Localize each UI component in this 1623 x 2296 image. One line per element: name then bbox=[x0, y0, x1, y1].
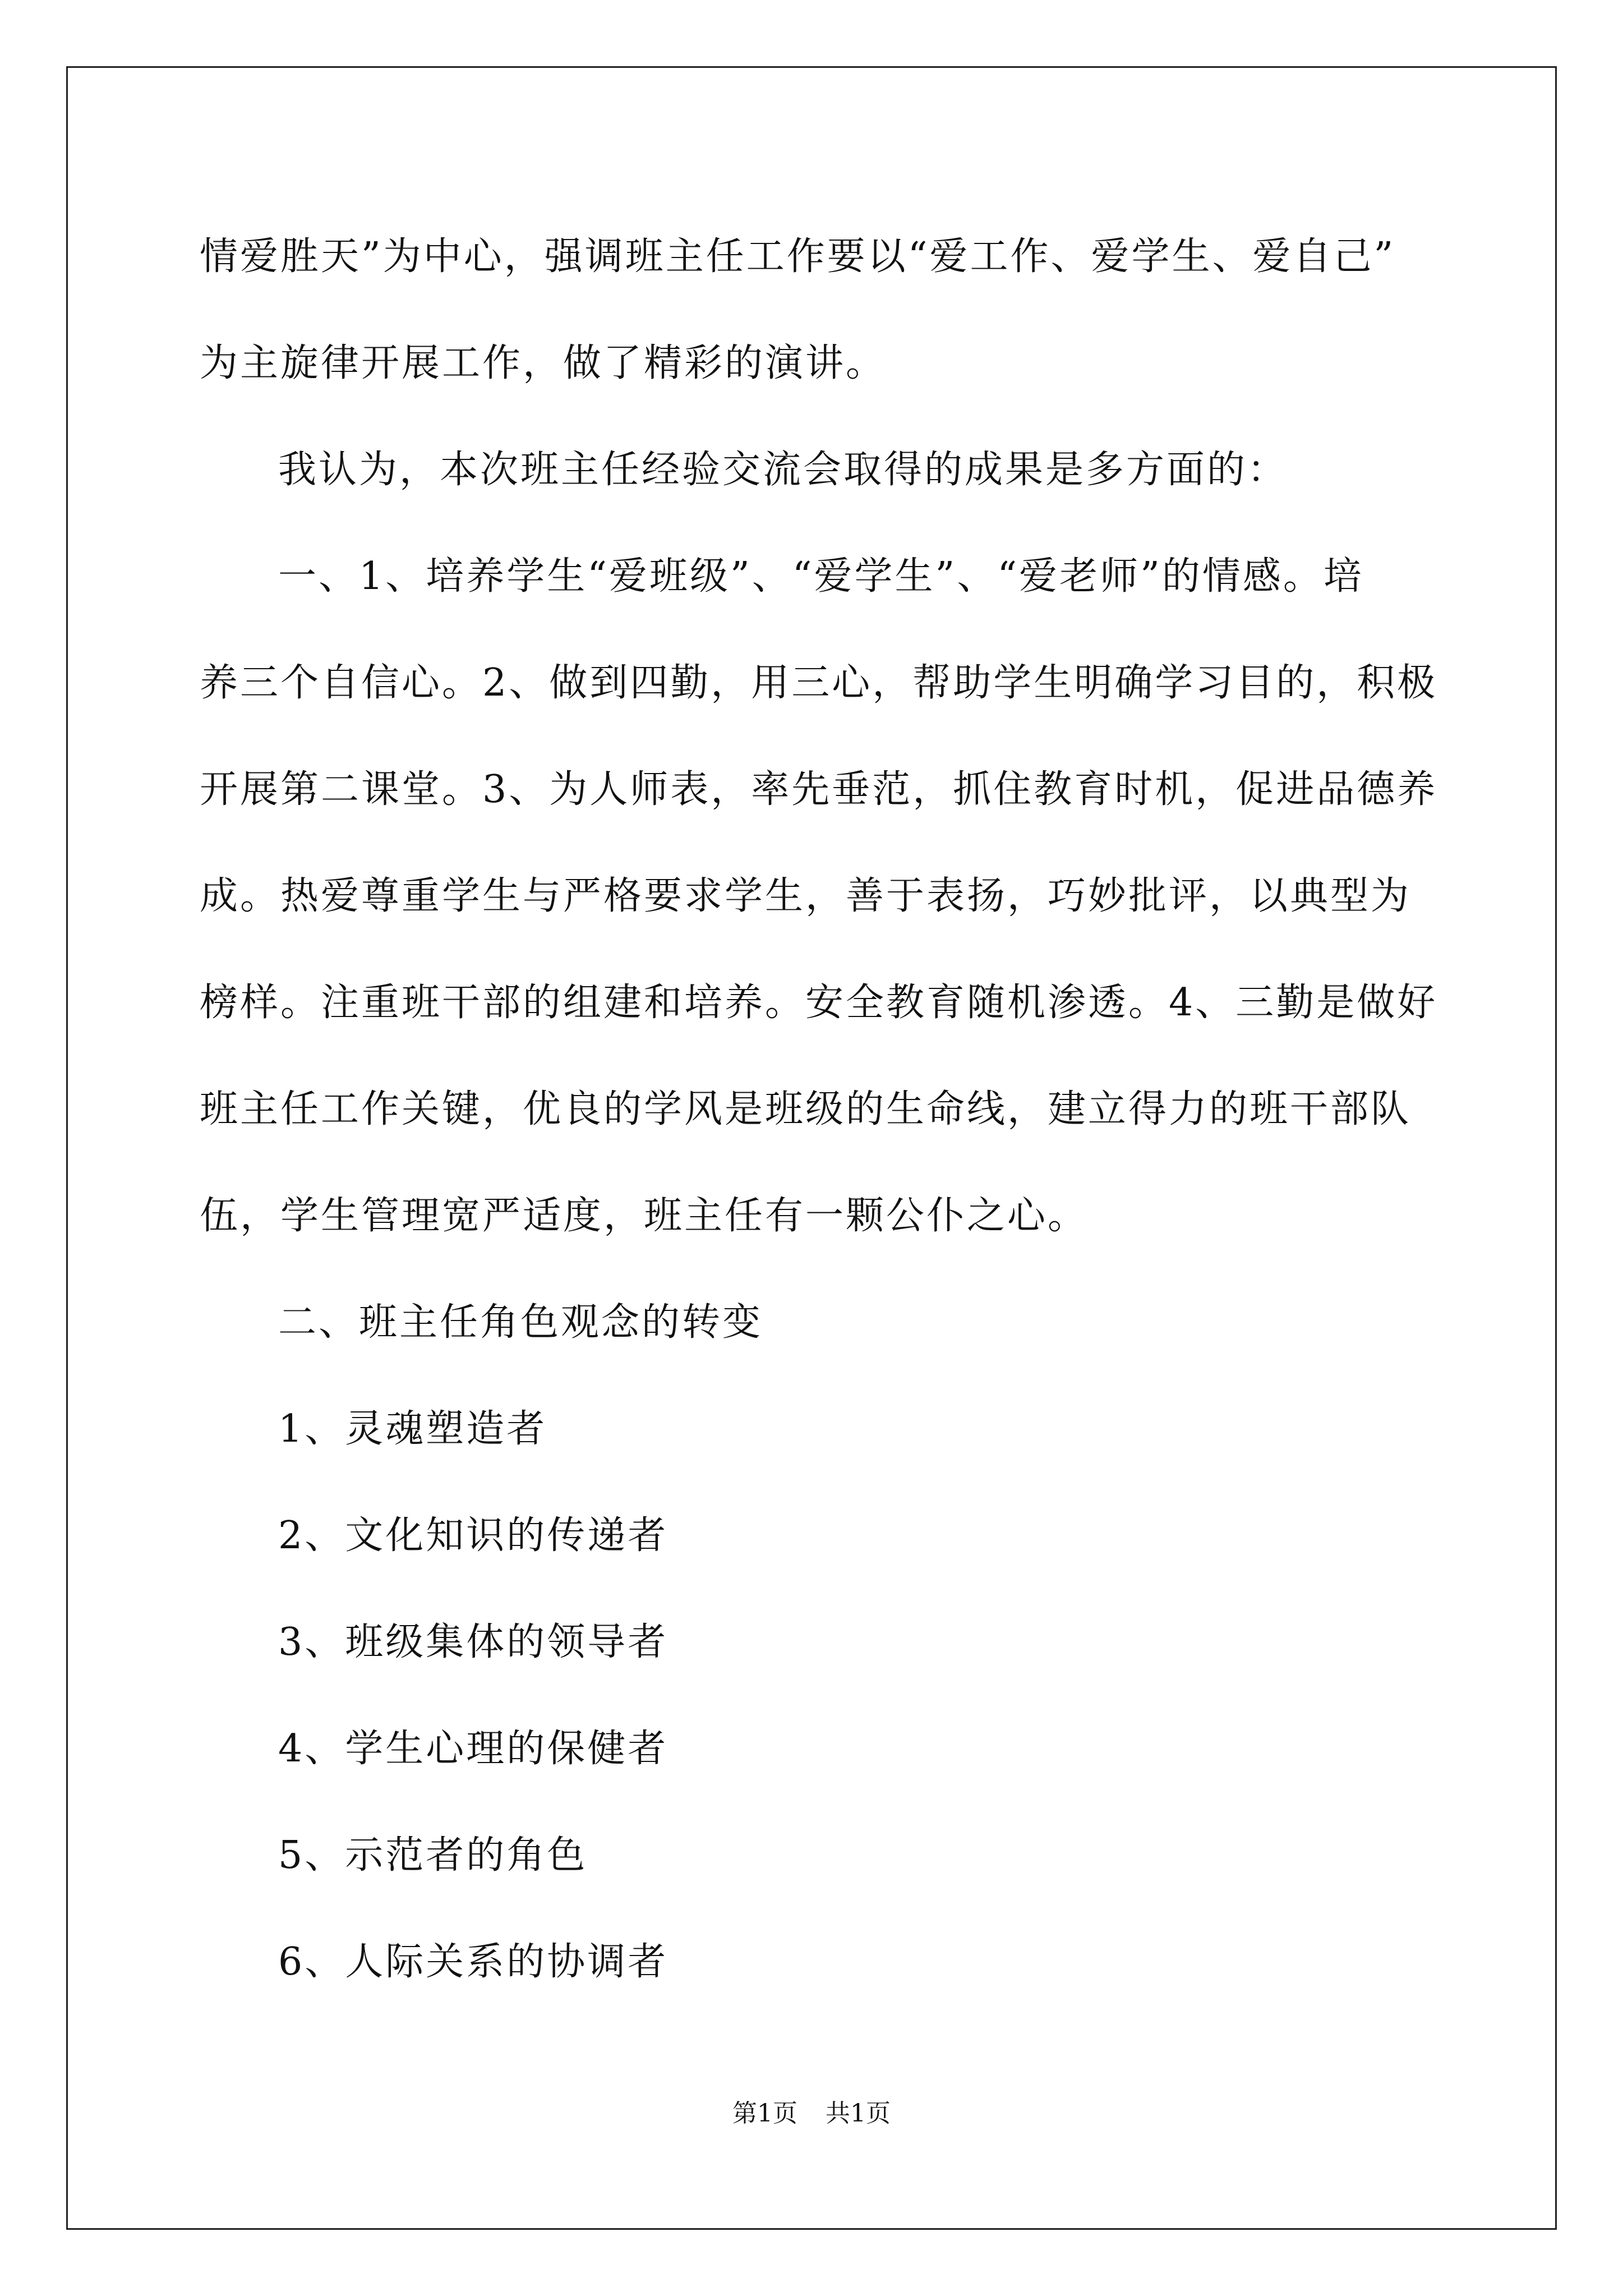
paragraph-line: 我认为，本次班主任经验交流会取得的成果是多方面的： bbox=[278, 448, 1288, 492]
page-border bbox=[66, 66, 1557, 2230]
paragraph-line: 情爱胜天”为中心，强调班主任工作要以“爱工作、爱学生、爱自己” bbox=[200, 234, 1396, 279]
list-item: 6、人际关系的协调者 bbox=[278, 1940, 668, 1984]
page-footer bbox=[0, 2098, 1623, 2129]
list-item: 5、示范者的角色 bbox=[278, 1833, 588, 1878]
page-number-total: 共1页 bbox=[826, 2099, 891, 2128]
list-item: 3、班级集体的领导者 bbox=[278, 1620, 668, 1664]
list-item: 2、文化知识的传递者 bbox=[278, 1513, 668, 1558]
paragraph-line: 开展第二课堂。3、为人师表，率先垂范，抓住教育时机，促进品德养 bbox=[200, 767, 1438, 812]
list-item: 1、灵魂塑造者 bbox=[278, 1407, 547, 1451]
paragraph-line: 一、1、培养学生“爱班级”、“爱学生”、“爱老师”的情感。培 bbox=[278, 554, 1364, 599]
paragraph-line: 榜样。注重班干部的组建和培养。安全教育随机渗透。4、三勤是做好 bbox=[200, 981, 1438, 1025]
section-heading: 二、班主任角色观念的转变 bbox=[278, 1300, 763, 1345]
paragraph-line: 养三个自信心。2、做到四勤，用三心，帮助学生明确学习目的，积极 bbox=[200, 661, 1438, 705]
paragraph-line: 成。热爱尊重学生与严格要求学生，善于表扬，巧妙批评，以典型为 bbox=[200, 874, 1412, 918]
list-item: 4、学生心理的保健者 bbox=[278, 1727, 668, 1771]
paragraph-line: 伍，学生管理宽严适度，班主任有一颗公仆之心。 bbox=[200, 1194, 1089, 1238]
page-number-current: 第1页 bbox=[732, 2099, 797, 2128]
paragraph-line: 为主旋律开展工作，做了精彩的演讲。 bbox=[200, 341, 887, 385]
paragraph-line: 班主任工作关键，优良的学风是班级的生命线，建立得力的班干部队 bbox=[200, 1087, 1412, 1131]
